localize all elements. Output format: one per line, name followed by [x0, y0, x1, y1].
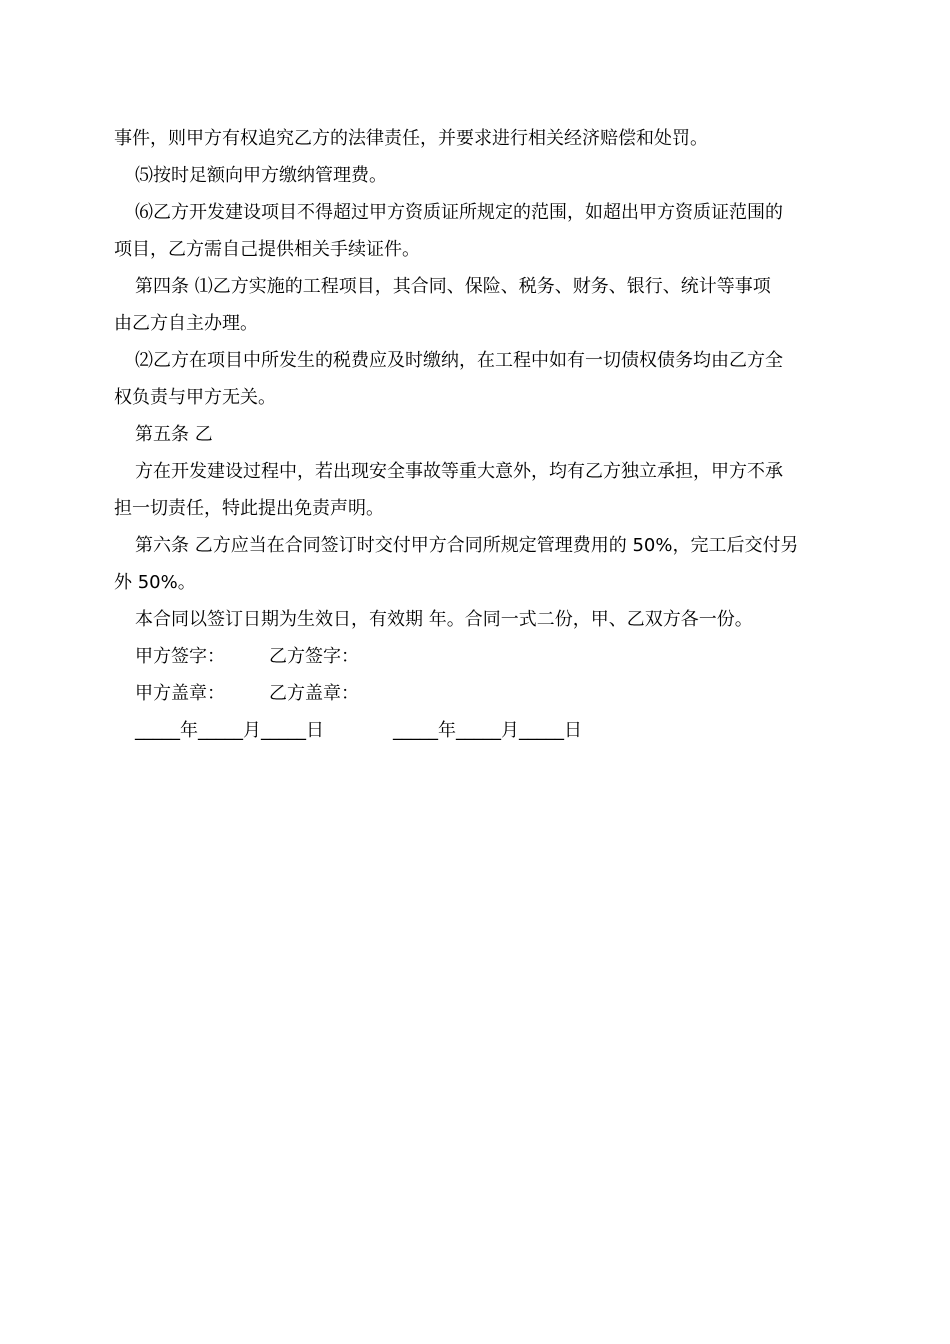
text-line: 担一切责任，特此提出免责声明。 — [114, 498, 384, 519]
signature-row — [114, 638, 836, 675]
party-a-seal-label: 甲方盖章： — [135, 683, 225, 704]
party-b-signature-label: 乙方签字： — [269, 646, 359, 667]
text-line: ⑸按时足额向甲方缴纳管理费。 — [135, 165, 387, 186]
text-line: 项目，乙方需自己提供相关手续证件。 — [114, 239, 420, 260]
text-line: 方在开发建设过程中，若出现安全事故等重大意外，均有乙方独立承担，甲方不承 — [135, 461, 783, 482]
text-line: ⑵乙方在项目中所发生的税费应及时缴纳，在工程中如有一切债权债务均由乙方全 — [135, 350, 783, 371]
document-body — [114, 120, 836, 749]
text-line: 本合同以签订日期为生效日，有效期 年。合同一式二份，甲、乙双方各一份。 — [135, 609, 753, 630]
text-line: 第六条 乙方应当在合同签订时交付甲方合同所规定管理费用的 50%，完工后交付另 — [135, 535, 799, 556]
text-line: 权负责与甲方无关。 — [114, 387, 276, 408]
date-row — [114, 712, 836, 749]
article-heading: 第五条 乙 — [135, 424, 213, 445]
party-a-date: _____年_____月_____日 — [135, 720, 324, 741]
party-b-date: _____年_____月_____日 — [393, 720, 582, 741]
party-a-signature-label: 甲方签字： — [135, 646, 225, 667]
party-b-seal-label: 乙方盖章： — [269, 683, 359, 704]
seal-row — [114, 675, 836, 712]
text-line: ⑹乙方开发建设项目不得超过甲方资质证所规定的范围，如超出甲方资质证范围的 — [135, 202, 783, 223]
text-line: 外 50%。 — [114, 572, 196, 593]
text-line: 由乙方自主办理。 — [114, 313, 258, 334]
text-line: 事件，则甲方有权追究乙方的法律责任，并要求进行相关经济赔偿和处罚。 — [114, 128, 708, 149]
text-line: 第四条 ⑴乙方实施的工程项目，其合同、保险、税务、财务、银行、统计等事项 — [135, 276, 771, 297]
